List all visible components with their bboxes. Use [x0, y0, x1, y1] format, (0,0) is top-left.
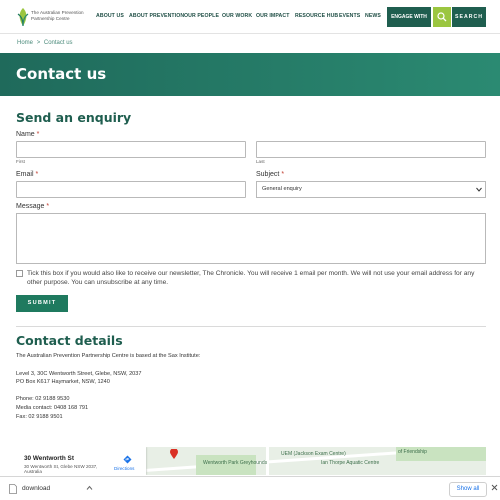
engage-button[interactable]: ENGAGE WITH US: [387, 7, 431, 27]
contact-intro: The Australian Prevention Partnership Centre is based at the Sax Institute:: [16, 353, 201, 359]
subject-label: [256, 171, 284, 178]
nav-news[interactable]: NEWS: [365, 13, 381, 19]
contact-fax: Fax: 02 9188 9501: [16, 414, 63, 420]
download-bar: [0, 476, 500, 500]
enquiry-heading: Send an enquiry: [16, 110, 132, 125]
contact-address-2: PO Box K617 Haymarket, NSW, 1240: [16, 379, 110, 385]
download-file-name[interactable]: download: [22, 485, 51, 492]
message-label: [16, 203, 49, 210]
submit-button[interactable]: SUBMIT: [16, 295, 68, 312]
nav-our-people[interactable]: OUR PEOPLE: [184, 13, 220, 19]
email-label: [16, 171, 38, 178]
map-info-card: [16, 447, 146, 475]
show-all-button[interactable]: Show all: [449, 482, 487, 497]
chevron-up-icon[interactable]: [86, 485, 93, 491]
name-label: [16, 131, 39, 138]
required-mark: *: [35, 171, 39, 178]
map-card-address: 30 Wentworth St, Glebe NSW 2037, Australia: [24, 464, 98, 474]
contact-phone: Phone: 02 9188 9530: [16, 396, 70, 402]
breadcrumb-separator: >: [36, 40, 41, 46]
search-icon: [437, 12, 447, 22]
nav-our-impact[interactable]: OUR IMPACT: [256, 13, 290, 19]
close-icon[interactable]: [491, 484, 498, 491]
newsletter-checkbox[interactable]: [16, 270, 23, 277]
map-label-aquatic-centre: Ian Thorpe Aquatic Centre: [321, 460, 380, 466]
nav-about-prevention[interactable]: ABOUT PREVENTION: [129, 13, 185, 19]
required-mark: *: [46, 203, 50, 210]
name-label-text: Name: [16, 131, 35, 138]
file-icon: [9, 484, 17, 494]
message-label-text: Message: [16, 203, 45, 210]
page-title: Contact us: [16, 65, 107, 83]
section-divider: [16, 326, 486, 327]
map-card-title: 30 Wentworth St: [24, 455, 74, 462]
directions-icon[interactable]: [123, 455, 132, 464]
nav-about-us[interactable]: ABOUT US: [96, 13, 124, 19]
logo-line-2: Partnership Centre: [31, 15, 70, 21]
breadcrumb-home[interactable]: Home: [17, 40, 34, 46]
email-label-text: Email: [16, 171, 34, 178]
required-mark: *: [281, 171, 285, 178]
nav-resource-hub[interactable]: RESOURCE HUB: [295, 13, 339, 19]
newsletter-text: Tick this box if you would also like to receive our newsletter, The Chronicle. You will receive 1 email per month. We will not use your email address for any other purpose. You can unsubscribe at any time.: [27, 270, 475, 286]
contact-address-1: Level 3, 30C Wentworth Street, Glebe, NSW, 2037: [16, 371, 142, 377]
site-header: [0, 0, 500, 40]
nav-events[interactable]: EVENTS: [339, 13, 361, 19]
map-label-greyhounds: Wentworth Park Greyhounds: [203, 460, 268, 466]
email-input[interactable]: [16, 181, 246, 198]
last-name-sublabel: Last: [256, 159, 265, 164]
contact-media: Media contact: 0408 168 791: [16, 405, 89, 411]
location-map[interactable]: [16, 447, 486, 475]
subject-selected-value: General enquiry: [262, 186, 302, 192]
site-logo[interactable]: [15, 6, 95, 28]
map-label-friendship: of Friendship: [398, 449, 427, 455]
logo-text: [31, 10, 84, 21]
search-button[interactable]: SEARCH: [452, 7, 486, 27]
breadcrumb: [17, 40, 75, 46]
chevron-down-icon: [476, 187, 482, 192]
last-name-input[interactable]: [256, 141, 486, 158]
search-toggle-button[interactable]: [433, 7, 451, 27]
breadcrumb-current: Contact us: [43, 40, 73, 46]
message-textarea[interactable]: [16, 213, 486, 264]
logo-line-1: The Australian Prevention: [31, 10, 84, 15]
nav-our-work[interactable]: OUR WORK: [222, 13, 253, 19]
first-name-sublabel: First: [16, 159, 25, 164]
contact-heading: Contact details: [16, 333, 123, 348]
directions-link[interactable]: Directions: [114, 466, 135, 471]
subject-label-text: Subject: [256, 171, 280, 178]
first-name-input[interactable]: [16, 141, 246, 158]
map-pin-icon: [170, 449, 178, 459]
map-label-exam-centre: UEM (Jackson Exam Centre): [281, 451, 346, 457]
logo-mark-icon: [15, 6, 31, 28]
required-mark: *: [36, 131, 40, 138]
page-banner: [0, 53, 500, 96]
subject-select[interactable]: [256, 181, 486, 198]
